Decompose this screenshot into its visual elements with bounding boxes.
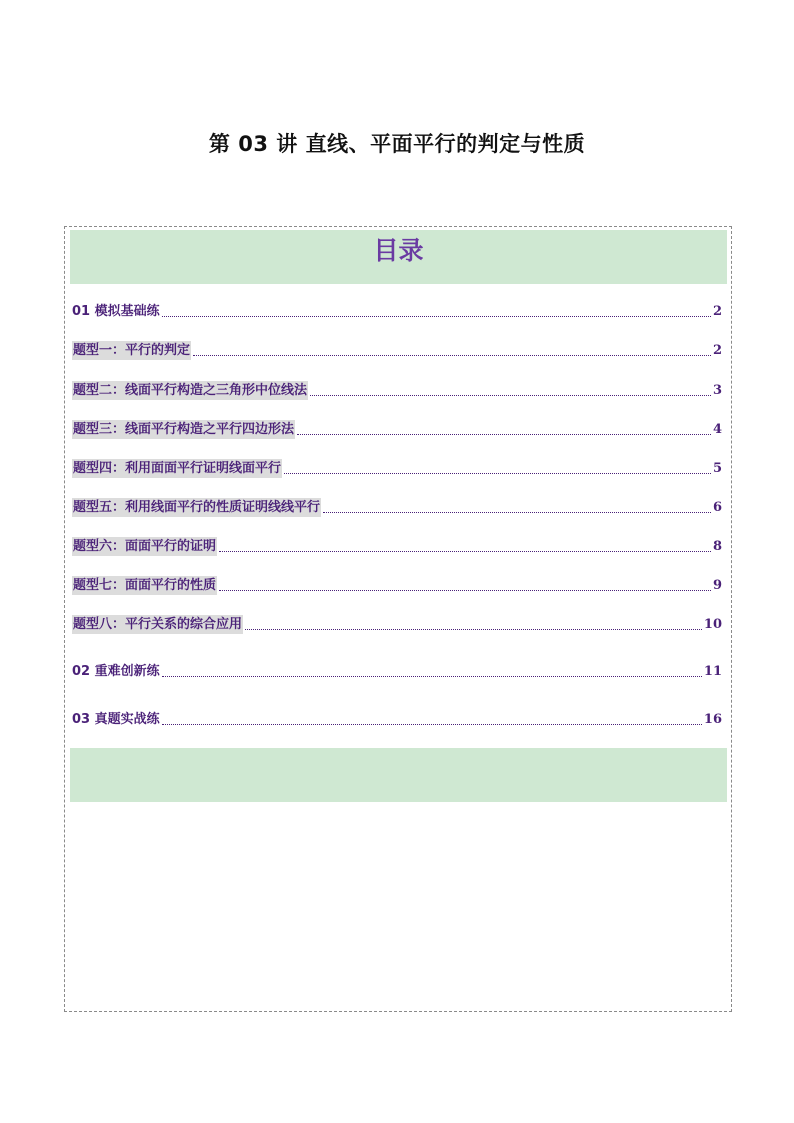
toc-entry-page: 11 bbox=[703, 664, 722, 679]
toc-entry-type-5[interactable] bbox=[72, 497, 722, 517]
toc-entry-type-8[interactable] bbox=[72, 614, 722, 634]
toc-leader-dots bbox=[297, 433, 711, 435]
toc-leader-dots bbox=[162, 675, 702, 677]
toc-entry-page: 2 bbox=[712, 304, 722, 319]
toc-footer-band bbox=[70, 748, 727, 802]
toc-entry-page: 6 bbox=[712, 500, 722, 515]
table-of-contents bbox=[64, 226, 732, 1012]
toc-entry-label: 题型四：利用面面平行证明线面平行 bbox=[73, 461, 282, 476]
toc-leader-dots bbox=[284, 472, 711, 474]
toc-entry-label: 03 真题实战练 bbox=[72, 712, 160, 727]
toc-leader-dots bbox=[162, 723, 702, 725]
toc-entry-label: 题型五：利用线面平行的性质证明线线平行 bbox=[73, 500, 321, 515]
toc-entry-label: 题型八：平行关系的综合应用 bbox=[73, 617, 243, 632]
page-title: 第 03 讲 直线、平面平行的判定与性质 bbox=[208, 132, 586, 156]
toc-entry-type-1[interactable] bbox=[72, 340, 722, 360]
toc-entry-page: 9 bbox=[712, 578, 722, 593]
toc-heading: 目录 bbox=[373, 236, 424, 265]
toc-leader-dots bbox=[245, 628, 702, 630]
toc-leader-dots bbox=[162, 315, 711, 317]
toc-leader-dots bbox=[193, 354, 711, 356]
toc-entry-02[interactable] bbox=[72, 661, 722, 681]
toc-entry-label: 题型六：面面平行的证明 bbox=[73, 539, 217, 554]
toc-leader-dots bbox=[310, 394, 711, 396]
toc-entry-label: 题型三：线面平行构造之平行四边形法 bbox=[73, 422, 295, 437]
toc-entry-label: 02 重难创新练 bbox=[72, 664, 160, 679]
toc-entry-type-3[interactable] bbox=[72, 419, 722, 439]
toc-leader-dots bbox=[219, 589, 711, 591]
toc-entry-03[interactable] bbox=[72, 709, 722, 729]
toc-entry-label: 题型一：平行的判定 bbox=[73, 343, 191, 358]
toc-entry-label: 题型七：面面平行的性质 bbox=[73, 578, 217, 593]
toc-entry-page: 16 bbox=[703, 712, 722, 727]
toc-header-band bbox=[70, 230, 727, 284]
toc-entry-type-2[interactable] bbox=[72, 380, 722, 400]
toc-leader-dots bbox=[219, 550, 711, 552]
toc-leader-dots bbox=[323, 511, 711, 513]
toc-entry-page: 4 bbox=[712, 422, 722, 437]
toc-entry-type-7[interactable] bbox=[72, 575, 722, 595]
toc-entry-01[interactable] bbox=[72, 301, 722, 321]
toc-entry-label: 题型二：线面平行构造之三角形中位线法 bbox=[73, 383, 308, 398]
toc-entry-page: 5 bbox=[712, 461, 722, 476]
toc-entry-page: 2 bbox=[712, 343, 722, 358]
toc-entry-page: 8 bbox=[712, 539, 722, 554]
toc-entry-page: 3 bbox=[712, 383, 722, 398]
toc-entry-type-4[interactable] bbox=[72, 458, 722, 478]
toc-entry-type-6[interactable] bbox=[72, 536, 722, 556]
toc-entry-label: 01 模拟基础练 bbox=[72, 304, 160, 319]
toc-entry-page: 10 bbox=[703, 617, 722, 632]
